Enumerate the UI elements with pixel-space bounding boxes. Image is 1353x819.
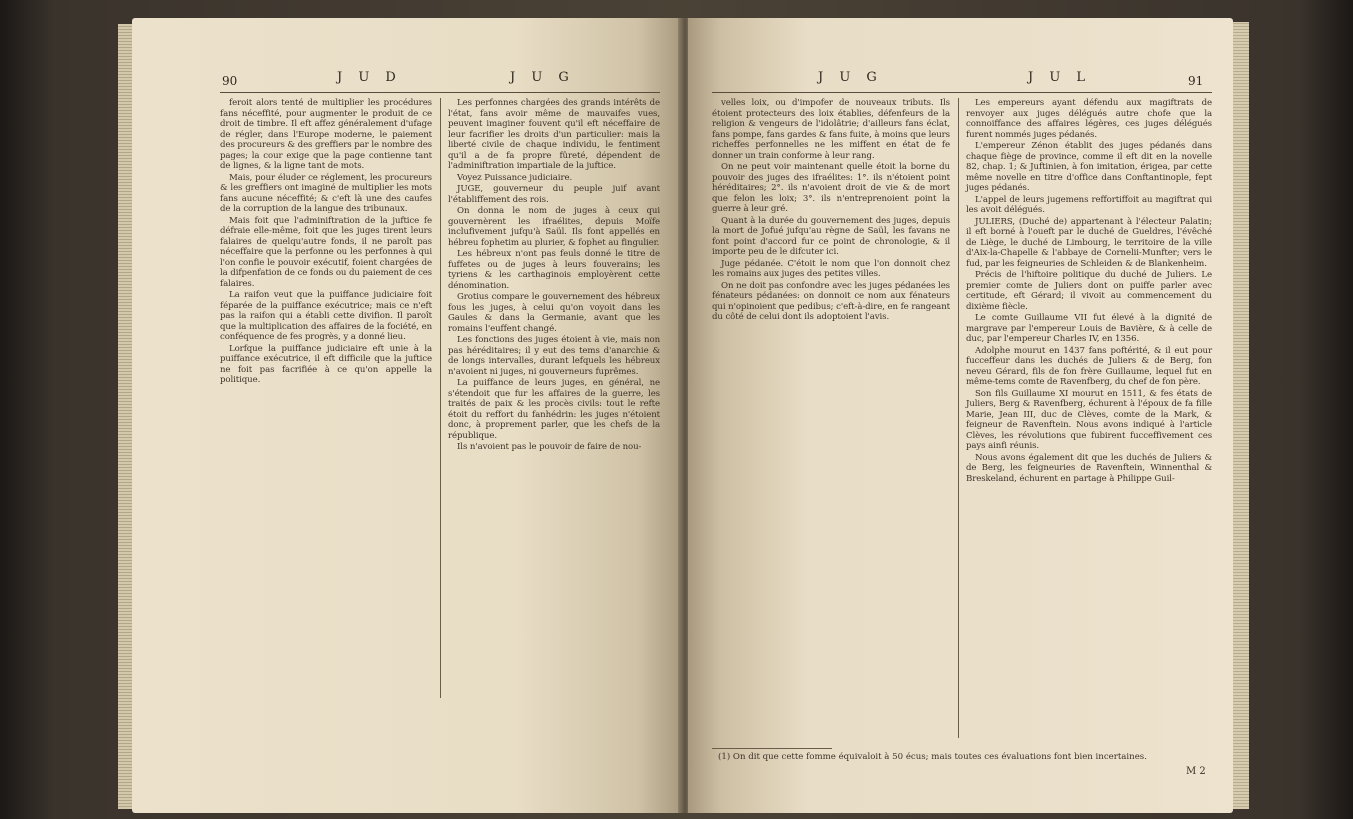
paragraph: Précis de l'hiftoire politique du duché de Juliers. Le premier comte de Juliers dont on puiffe parler avec certitude, eft Gérard; il vivoit au commencement du dixième fiècle. — [966, 270, 1212, 312]
paragraph: Mais foit que l'adminiftration de la juftice fe défraie elle-même, foit que les juges tirent leurs falaires de quelqu'autre fonds, il ne paroît pas néceffaire que la perfonne ou les perfonnes à qui l'on confie le pouvoir exécutif, foient chargées de la difpenfation de ce fonds ou du paiement de ces falaires. — [220, 215, 432, 289]
paragraph: Les perfonnes chargées des grands intérêts de l'état, fans avoir même de mauvaifes vues, peuvent imaginer fouvent qu'il eft néceffaire de leur facrifier les droits d'un particulier: mais la liberté civile de chaque individu, le fentiment qu'il a de fa propre fûreté, dépendent de l'adminiftration impartiale de la juftice. — [448, 98, 660, 171]
paragraph: feroit alors tenté de multiplier les procédures fans néceffité, pour augmenter le produit de ce droit de timbre. Il eft affez généralement d'ufage de régler, dans l'Europe moderne, le paiement des procureurs & des greffiers par le nombre des pages; la cour exige que la page contienne tant de lignes, & la ligne tant de mots. — [220, 98, 432, 171]
paragraph: Grotius compare le gouvernement des hébreux fous les juges, à celui qu'on voyoit dans les Gaules & dans la Germanie, avant que les romains l'euffent changé. — [448, 292, 660, 334]
signature-mark: M 2 — [1186, 766, 1206, 777]
paragraph: Ils n'avoient pas le pouvoir de faire de nou- — [457, 442, 642, 452]
paragraph: Adolphe mourut en 1437 fans poftérité, & il eut pour fucceffeur dans les duchés de Juliers & de Berg, fon neveu Gérard, fils de fon frère Guillaume, lequel fut en même-tems comte de Ravenfberg, du chef de fon père. — [966, 345, 1212, 387]
paragraph: On donna le nom de juges à ceux qui gouvernèrent les ifraélites, depuis Moïfe inclufivement jufqu'à Saül. Ils font appellés en hébreu fophetim au plurier, & fophet au fingulier. — [448, 206, 660, 248]
footnote: (1) On dit que cette fomme équivaloit à 50 écus; mais toutes ces évaluations font bien incertaines. — [718, 752, 1147, 762]
left-page-number: 90 — [222, 74, 238, 88]
left-column-2 — [448, 98, 660, 454]
paragraph: Le comte Guillaume VII fut élevé à la dignité de margrave par l'empereur Louis de Bavière, & à celle de duc, par l'empereur Charles IV, en 1356. — [966, 313, 1212, 344]
paragraph: On ne doit pas confondre avec les juges pédanées les fénateurs pédanées: on donnoit ce nom aux fénateurs qui n'opinoient que pedibus; c'eft-à-dire, en fe rangeant du côté de celui dont ils adoptoient l'avis. — [712, 280, 950, 322]
left-page-edges — [118, 24, 132, 809]
paragraph: La raifon veut que la puiffance judiciaire foit féparée de la puiffance exécutrice; mais ce n'eft pas la raifon qui a établi cette divifion. Il paroît que la multiplication des affaires de la fociété, en conféquence de fes progrès, y a donné lieu. — [220, 290, 432, 342]
right-running-head-a: J U G — [818, 70, 883, 85]
left-running-head-b: J U G — [510, 70, 575, 85]
paragraph: On ne peut voir maintenant quelle étoit la borne du pouvoir des juges des ifraélites: 1°. ils n'étoient point héréditaires; 2°. ils n'avoient droit de vie & de mort que felon les loix; 3°. ils n'entreprenoient point la guerre à leur gré. — [712, 162, 950, 214]
paragraph: Mais, pour éluder ce réglement, les procureurs & les greffiers ont imaginé de multiplier les mots fans aucune néceffité; & c'eft là une des caufes de la corruption de la langue des tribunaux. — [220, 172, 432, 214]
paragraph: Son fils Guillaume XI mourut en 1511, & fes états de Juliers, Berg & Ravenfberg, échurent à l'époux de fa fille Marie, Jean III, duc de Clèves, comte de la Mark, & feigneur de Ravenftein. Nous avons indiqué à l'article Clèves, les révolutions que fubirent fucceffivement ces pays ainfi réunis. — [966, 388, 1212, 451]
paragraph: L'empereur Zénon établit des juges pédanés dans chaque fiège de province, comme il eft dit en la novelle 82, chap. 1; & Juftinien, à fon imitation, érigea, par cette même novelle en titre d'office dans Conftantinople, fept juges pédanés. — [966, 141, 1212, 193]
right-head-rule — [712, 92, 1212, 93]
right-column-2 — [966, 98, 1212, 485]
left-column-1 — [220, 98, 432, 387]
right-page — [688, 18, 1233, 813]
paragraph: L'appel de leurs jugemens reffortiffoit au magiftrat qui les avoit délégués. — [966, 194, 1212, 215]
paragraph: JULIERS, (Duché de) appartenant à l'électeur Palatin; il eft borné à l'oueft par le duché de Gueldres, l'évêché de Liège, le duché de Limbourg, le territoire de la ville d'Aix-la-Chapelle & l'abbaye de Cornelii-Munfter; vers le fud, par les feigneuries de Schleiden & de Blankenheim. — [966, 216, 1212, 269]
paragraph: Les fonctions des juges étoient à vie, mais non pas héréditaires; il y eut des tems d'anarchie & de longs intervalles, durant lefquels les hébreux n'avoient ni juges, ni gouverneurs fuprêmes. — [448, 335, 660, 377]
paragraph: Quant à la durée du gouvernement des juges, depuis la mort de Jofué jufqu'au règne de Saül, les favans ne font point d'accord fur ce point de chronologie, & il importe peu de le difcuter ici. — [712, 215, 950, 257]
paragraph: Nous avons également dit que les duchés de Juliers & de Berg, les feigneuries de Ravenftein, Winnenthal & Breskeland, échurent en partage à Philippe Guil- — [966, 452, 1212, 484]
left-column-divider — [440, 98, 441, 698]
left-head-rule — [220, 92, 660, 93]
paragraph: Voyez Puissance judiciaire. — [457, 172, 573, 183]
paragraph: Les empereurs ayant défendu aux magiftrats de renvoyer aux juges délégués autre chofe que la connoiffance des affaires légères, ces juges délégués furent nommés juges pédanés. — [966, 98, 1212, 140]
paragraph: velles loix, ou d'impofer de nouveaux tributs. Ils étoient protecteurs des loix établies, défenfeurs de la religion & vengeurs de l'idolâtrie; d'ailleurs fans éclat, fans pompe, fans gardes & fans fuite, à moins que leurs richeffes perfonnelles ne les miffent en état de fe donner un train conforme à leur rang. — [712, 98, 950, 161]
left-running-head-a: J U D — [337, 70, 402, 85]
right-column-1 — [712, 98, 950, 324]
left-page — [132, 18, 682, 813]
footnote-rule — [712, 748, 832, 749]
right-column-divider — [958, 98, 959, 738]
paragraph: Les hébreux n'ont pas feuls donné le titre de fuffetes ou de juges à leurs fouverains; les tyriens & les carthaginois employèrent cette dénomination. — [448, 249, 660, 291]
right-page-edges — [1233, 22, 1249, 809]
paragraph: Juge pédanée. C'étoit le nom que l'on donnoit chez les romains aux juges des petites villes. — [712, 258, 950, 279]
right-running-head-b: J U L — [1028, 70, 1092, 85]
paragraph: Lorfque la puiffance judiciaire eft unie à la puiffance exécutrice, il eft difficile que la juftice ne foit pas facrifiée à ce qu'on appelle la politique. — [220, 343, 432, 385]
paragraph: JUGE, gouverneur du peuple juif avant l'établiffement des rois. — [448, 184, 660, 205]
right-page-number: 91 — [1188, 74, 1204, 88]
paragraph: La puiffance de leurs juges, en général, ne s'étendoit que fur les affaires de la guerre, les traités de paix & les procès civils: tout le refte étoit du reffort du fanhédrin: les juges n'étoient donc, à proprement parler, que les chefs de la république. — [448, 378, 660, 441]
